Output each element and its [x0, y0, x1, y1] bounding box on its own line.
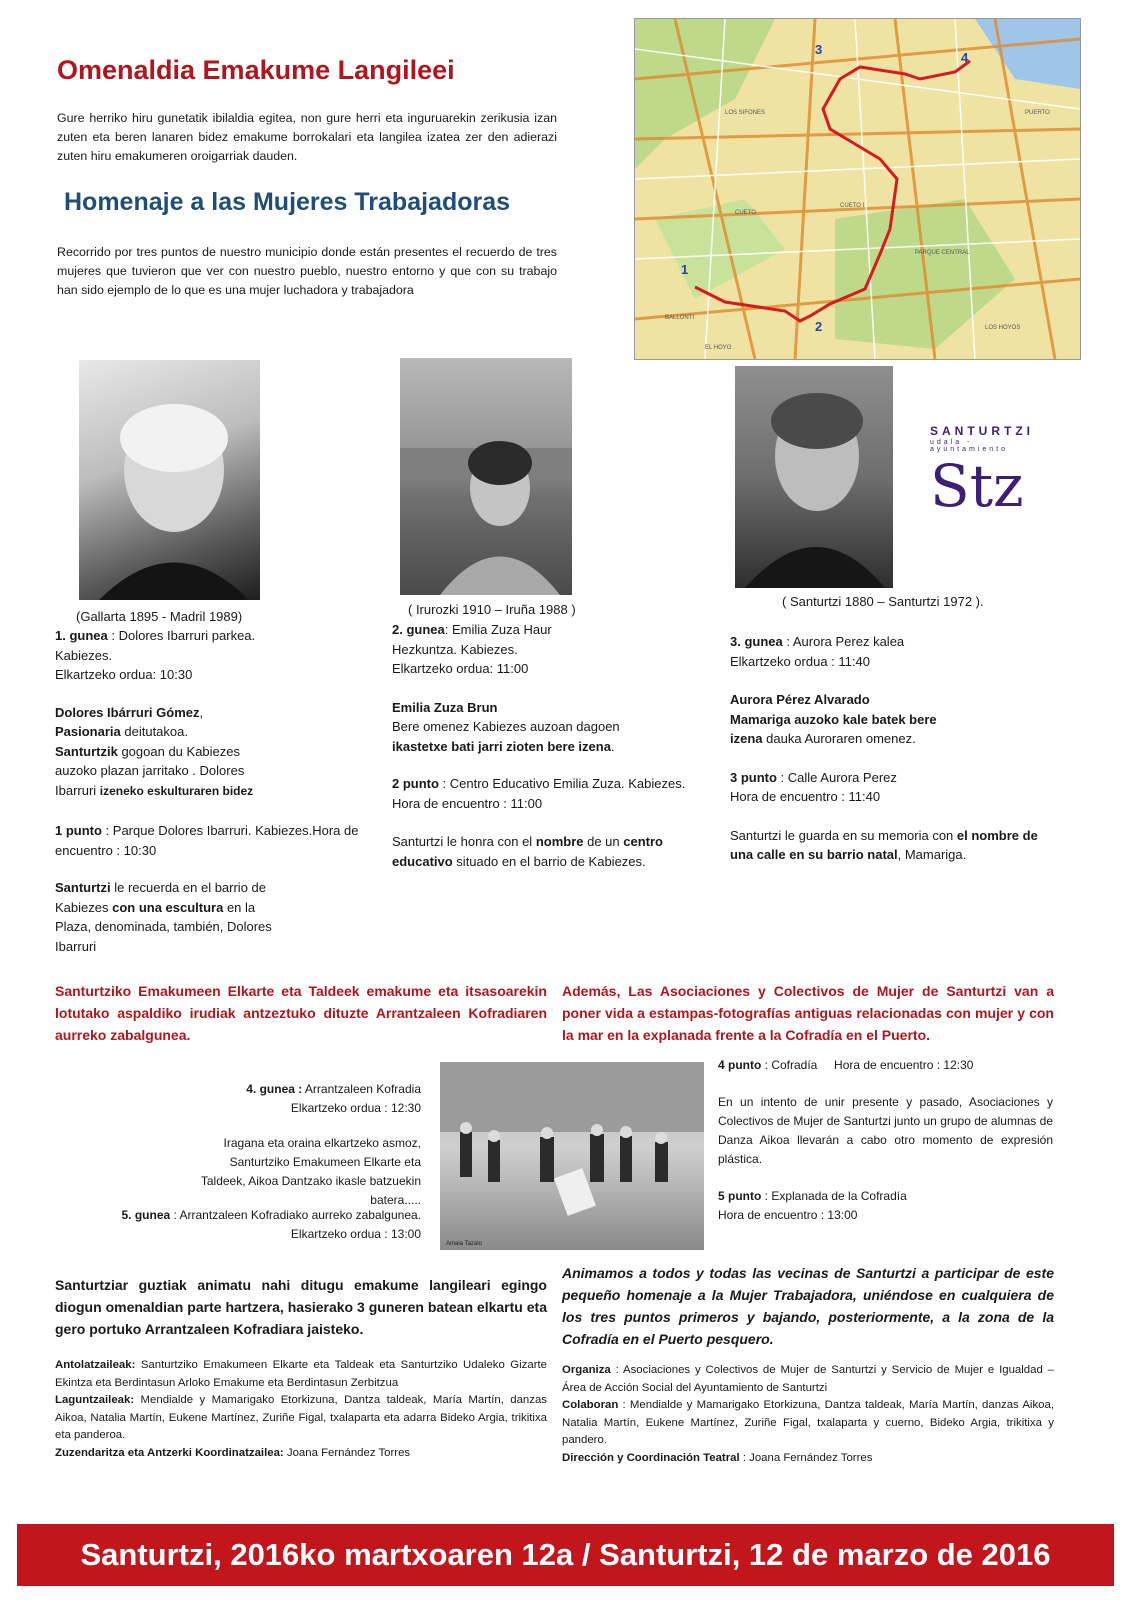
photo-dolores-ibarruri	[79, 360, 260, 600]
portrait-silhouette	[735, 366, 893, 588]
credits-spanish: Organiza : Asociaciones y Colectivos de Mujer de Santurtzi y Servicio de Mujer e Igualdad – Área de Acción Social del Ayuntamiento de Santurtzi Colaboran : Mendialde y Mamarigako Etorkizuna, Dantza taldeak, María Martín, danzas Aikoa, Natalia Martín, Eukene Martínez, Zuriñe Figal, txalaparta y cuerno, Bideko Argia, trikitixa y pandero. Dirección y Coordinación Teatral : Joana Fernández Torres	[562, 1364, 1054, 1464]
dates-aurora: ( Santurtzi 1880 – Santurtzi 1972 ).	[782, 594, 984, 609]
credits-basque: Antolatzaileak: Santurtziko Emakumeen Elkarte eta Taldeak eta Santurtziko Udaleko Gizarte Ekintza eta Berdintasun Arloko Emakume eta Berdintasun Zerbitzua Laguntzaileak: Mendialde y Mamarigako Etorkizuna, Dantza taldeak, María Martín, danzas Aikoa, Natalia Martín, Eukene Martínez, Zuriñe Figal, txalaparta eta adarra Bideko Argia, trikitixa eta panderoa. Zuzendaritza eta Antzerki Koordinatzailea: Joana Fernández Torres	[55, 1359, 547, 1459]
map-label: BALLONTI	[665, 315, 695, 321]
photo-aurora-perez	[735, 366, 893, 588]
santurtzi-logo	[930, 424, 1055, 534]
map-drawing	[635, 19, 1080, 359]
closing-spanish: Animamos a todos y todas las vecinas de Santurtzi a participar de este pequeño homenaje a la Mujer Trabajadora, uniéndose en cualquiera de los tres puntos primeros y bajando, posteriormente, a la zona de la Cofradía en el Puerto pesquero.	[562, 1265, 1054, 1347]
map-marker-2: 2	[815, 319, 823, 334]
logo-mark: Stz	[930, 452, 1024, 520]
dates-emilia: ( Irurozki 1910 – Iruña 1988 )	[408, 602, 576, 617]
map-marker-4: 4	[961, 50, 969, 65]
portrait-silhouette	[79, 360, 260, 600]
historic-photo-figures	[440, 1062, 704, 1250]
cofradia-spanish-details: 4 punto : Cofradía Hora de encuentro : 12:30 En un intento de unir presente y pasado, Asociaciones y Colectivos de Mujer de Santurtzi junto un grupo de alumnas de Danza Aikoa llevarán a cabo otro momento de expresión plástica. 5 punto : Explanada de la Cofradía Hora de encuentro : 13:00	[718, 1058, 1053, 1222]
dates-dolores: (Gallarta 1895 - Madril 1989)	[76, 609, 243, 624]
map-label: PARQUE CENTRAL	[915, 250, 970, 256]
cofradia-basque-g5: 5. gunea : Arrantzaleen Kofradiako aurreko zabalgunea. Elkartzeko ordua : 13:00	[121, 1208, 421, 1241]
map-label: PUERTO	[1025, 110, 1050, 116]
logo-title: SANTURTZI	[930, 424, 1034, 438]
map-label: CUETO	[735, 210, 756, 216]
map-label: EL HOYO	[705, 345, 732, 351]
closing-basque: Santurtziar guztiak animatu nahi ditugu emakume langileari egingo diogun omenaldian parte hartzera, hasierako 3 guneren batean elkartu eta gero portuko Arrantzaleen Kofradiara jaisteko.	[55, 1277, 547, 1337]
logo-subtitle: udala - ayuntamiento	[930, 439, 1009, 453]
photo-emilia-zuza	[400, 358, 572, 595]
cofradia-intro-basque: Santurtziko Emakumeen Elkarte eta Taldeek emakume eta itsasoarekin lotutako aspaldiko irudiak antzeztuko dituzte Arrantzaleen Kofradiaren aurreko zabalgunea.	[55, 983, 547, 1043]
portrait-silhouette	[400, 358, 572, 595]
intro-spanish: Recorrido por tres puntos de nuestro municipio donde están presentes el recuerdo de tres mujeres que tuvieron que ver con nuestro pueblo, nuestro entorno y que con su trabajo han sido ejemplo de lo que es una mujer luchadora y trabajadora	[57, 245, 557, 297]
map-marker-3: 3	[815, 42, 823, 57]
cofradia-intro-spanish: Además, Las Asociaciones y Colectivos de Mujer de Santurtzi van a poner vida a estampas-fotografías antiguas relacionadas con mujer y con la mar en la explanada frente a la Cofradía en el Puerto.	[562, 983, 1054, 1043]
intro-basque: Gure herriko hiru gunetatik ibilaldia egitea, non gure herri eta inguruarekin zerikusia izan zuten eta beren lanaren bidez emakume borrokalari eta langilea izatea zer den adierazi zuten hiru emakumeren oroigarriak dauden.	[57, 111, 557, 163]
map-label: CUETO I	[840, 203, 865, 209]
title-spanish: Homenaje a las Mujeres Trabajadoras	[64, 188, 511, 216]
photo-credit: Amaia Tazalo	[446, 1241, 482, 1247]
map-label: LOS HOYOS	[985, 325, 1021, 331]
info-emilia: 2. gunea: Emilia Zuza Haur Hezkuntza. Kabiezes. Elkartzeko ordua: 11:00 Emilia Zuza Brun Bere omenez Kabiezes auzoan dagoen ikastetxe bati jarri zioten bere izena. 2 punto : Centro Educativo Emilia Zuza. Kabiezes. Hora de encuentro : 11:00 Santurtzi le honra con el nombre de un centro educativo situado en el barrio de Kabiezes.	[392, 622, 686, 869]
info-aurora: 3. gunea : Aurora Perez kalea Elkartzeko ordua : 11:40 Aurora Pérez Alvarado Mamariga auzoko kale batek bere izena dauka Auroraren omenez. 3 punto : Calle Aurora Perez Hora de encuentro : 11:40 Santurtzi le guarda en su memoria con el nombre de una calle en su barrio natal, Mamariga.	[730, 634, 1038, 862]
footer-date-banner: Santurtzi, 2016ko martxoaren 12a / Santurtzi, 12 de marzo de 2016	[17, 1524, 1114, 1586]
route-map	[634, 18, 1081, 360]
map-marker-1: 1	[681, 262, 689, 277]
title-basque: Omenaldia Emakume Langileei	[57, 55, 455, 85]
map-label: LOS SIFONES	[725, 110, 766, 116]
photo-cofradia-women	[440, 1062, 704, 1250]
info-dolores: 1. gunea : Dolores Ibarruri parkea. Kabiezes. Elkartzeko ordua: 10:30 Dolores Ibárruri Gómez, Pasionaria deitutakoa. Santurtzik gogoan du Kabiezes auzoko plazan jarritako . Dolores Ibarruri izeneko eskulturaren bidez 1 punto : Parque Dolores Ibarruri. Kabiezes.Hora de encuentro : 10:30 Santurtzi le recuerda en el barrio de Kabiezes con una escultura en la Plaza, denominada, también, Dolores Ibarruri	[55, 628, 359, 954]
cofradia-basque-details: 4. gunea : Arrantzaleen Kofradia Elkartzeko ordua : 12:30 Iragana eta oraina elkartzeko asmoz, Santurtziko Emakumeen Elkarte eta Taldeek, Aikoa Dantzako ikasle batzuekin batera.....	[200, 1082, 421, 1207]
